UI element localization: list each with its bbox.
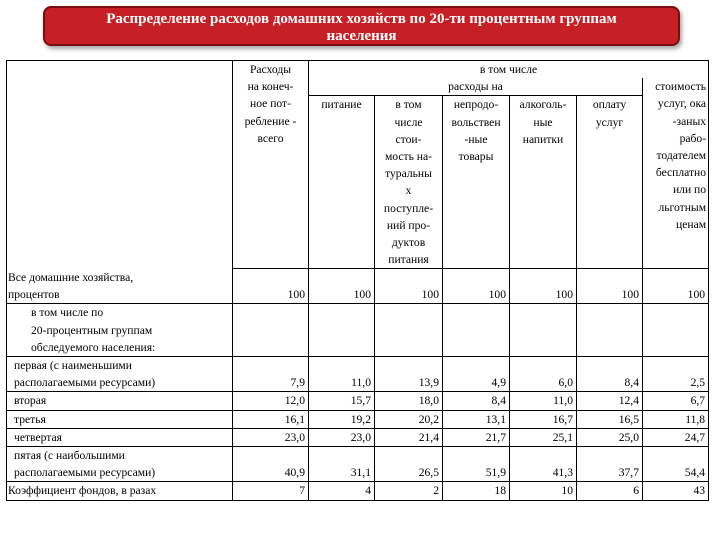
cell-second-services: 12,4 <box>577 392 643 410</box>
cell-third-alcohol: 16,7 <box>510 410 577 428</box>
cell-all-services: 100 <box>577 269 643 304</box>
table-row-coef <box>7 482 709 500</box>
cell-fourth-total: 23,0 <box>233 428 309 446</box>
cell-fifth-nonfood: 51,9 <box>443 446 510 481</box>
cell-first-total: 7,9 <box>233 356 309 391</box>
cell-coef-food: 4 <box>309 482 375 500</box>
table-row-all <box>7 269 709 304</box>
header-natural: в том числе стои- мость на- туральны х поступле- ний про- дуктов питания <box>375 96 443 269</box>
cell-coef-natural: 2 <box>375 482 443 500</box>
cell-third-services: 16,5 <box>577 410 643 428</box>
cell-first-alcohol: 6,0 <box>510 356 577 391</box>
cell-coef-total: 7 <box>233 482 309 500</box>
cell-third-natural: 20,2 <box>375 410 443 428</box>
cell-all-alcohol: 100 <box>510 269 577 304</box>
cell-fourth-nonfood: 21,7 <box>443 428 510 446</box>
header-group-sub: расходы на <box>309 78 643 96</box>
table-row-second <box>7 392 709 410</box>
cell-third-food: 19,2 <box>309 410 375 428</box>
row-label-incl: в том числе по 20-процентным группам обследуемого населения: <box>7 304 233 357</box>
header-food: питание <box>309 96 375 269</box>
table-row-fourth <box>7 428 709 446</box>
cell-second-alcohol: 11,0 <box>510 392 577 410</box>
cell-fifth-total: 40,9 <box>233 446 309 481</box>
cell-fourth-food: 23,0 <box>309 428 375 446</box>
title-line-1: Распределение расходов домашних хозяйств по 20-ти процентным группам <box>106 11 617 27</box>
header-benefits: стоимость услуг, ока -заных рабо- тодателем бесплатно или по льготным ценам <box>643 78 709 269</box>
title-line-2: населения <box>326 28 397 44</box>
row-label-third: третья <box>7 410 233 428</box>
cell-first-natural: 13,9 <box>375 356 443 391</box>
row-label-all: Все домашние хозяйства, процентов <box>7 269 233 304</box>
cell-all-natural: 100 <box>375 269 443 304</box>
cell-all-nonfood: 100 <box>443 269 510 304</box>
header-empty-cell <box>7 61 233 269</box>
table-row-incl <box>7 304 709 357</box>
cell-third-benefits: 11,8 <box>643 410 709 428</box>
row-label-first: первая (с наименьшими располагаемыми ресурсами) <box>7 356 233 391</box>
cell-coef-alcohol: 10 <box>510 482 577 500</box>
cell-second-benefits: 6,7 <box>643 392 709 410</box>
table-row-fifth <box>7 446 709 481</box>
cell-first-benefits: 2,5 <box>643 356 709 391</box>
table-row-first <box>7 356 709 391</box>
header-nonfood: непродо- вольствен -ные товары <box>443 96 510 269</box>
cell-all-total: 100 <box>233 269 309 304</box>
cell-fourth-services: 25,0 <box>577 428 643 446</box>
header-total: Расходы на конеч- ное пот- ребление - всего <box>233 61 309 269</box>
row-label-second: вторая <box>7 392 233 410</box>
header-services: оплату услуг <box>577 96 643 269</box>
cell-fourth-natural: 21,4 <box>375 428 443 446</box>
cell-first-nonfood: 4,9 <box>443 356 510 391</box>
header-row-1 <box>7 61 709 79</box>
cell-fifth-services: 37,7 <box>577 446 643 481</box>
cell-second-natural: 18,0 <box>375 392 443 410</box>
table-row-third <box>7 410 709 428</box>
cell-coef-nonfood: 18 <box>443 482 510 500</box>
cell-fifth-alcohol: 41,3 <box>510 446 577 481</box>
row-label-fifth: пятая (с наибольшими располагаемыми ресурсами) <box>7 446 233 481</box>
expenditure-table <box>6 60 709 501</box>
cell-coef-services: 6 <box>577 482 643 500</box>
cell-third-nonfood: 13,1 <box>443 410 510 428</box>
cell-second-total: 12,0 <box>233 392 309 410</box>
cell-second-food: 15,7 <box>309 392 375 410</box>
cell-fifth-benefits: 54,4 <box>643 446 709 481</box>
cell-fifth-natural: 26,5 <box>375 446 443 481</box>
cell-fifth-food: 31,1 <box>309 446 375 481</box>
cell-fourth-benefits: 24,7 <box>643 428 709 446</box>
cell-third-total: 16,1 <box>233 410 309 428</box>
header-group: в том числе <box>309 61 709 79</box>
cell-all-benefits: 100 <box>643 269 709 304</box>
row-label-coef: Коэффициент фондов, в разах <box>7 482 233 500</box>
cell-fourth-alcohol: 25,1 <box>510 428 577 446</box>
header-alcohol: алкоголь- ные напитки <box>510 96 577 269</box>
row-label-fourth: четвертая <box>7 428 233 446</box>
cell-first-services: 8,4 <box>577 356 643 391</box>
cell-second-nonfood: 8,4 <box>443 392 510 410</box>
cell-first-food: 11,0 <box>309 356 375 391</box>
cell-coef-benefits: 43 <box>643 482 709 500</box>
cell-all-food: 100 <box>309 269 375 304</box>
slide-title <box>43 6 680 46</box>
